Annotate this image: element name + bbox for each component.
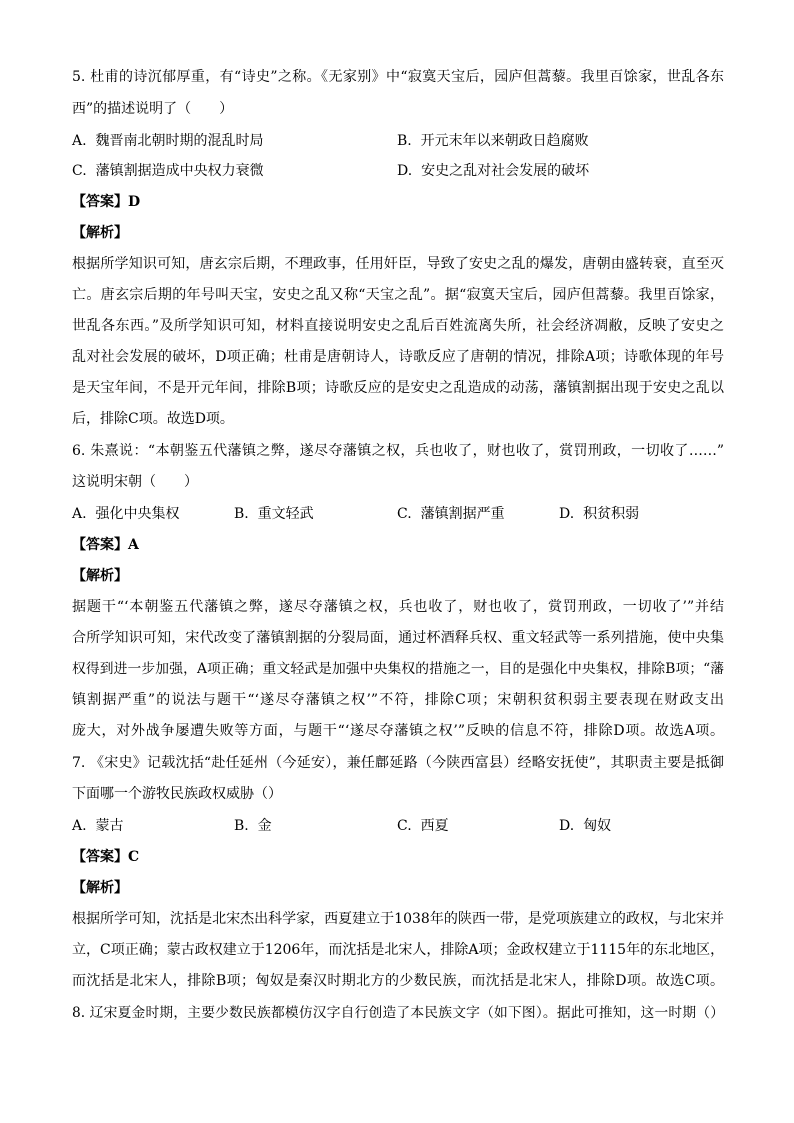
q5-analysis-line-6: 后，排除C项。故选D项。 <box>72 411 234 427</box>
q7-option-a <box>72 816 123 836</box>
q7-answer: 【答案】C <box>72 849 140 865</box>
q7-analysis-line-3: 而沈括是北宋人，排除B项；匈奴是秦汉时期北方的少数民族，而沈括是北宋人，排除D项。故选C项。 <box>72 973 724 989</box>
q6-option-d <box>559 504 639 524</box>
q5-analysis-line-3: 世乱各东西。”及所学知识可知，材料直接说明安史之乱后百姓流离失所，社会经济凋敝，反映了安史之 <box>72 318 724 334</box>
q7-option-c <box>397 816 449 836</box>
q5-stem-line-2: 西”的描述说明了（ ） <box>72 101 234 117</box>
q6-option-a <box>72 504 179 524</box>
option-text: 强化中央集权 <box>95 506 180 522</box>
option-text: 积贫积弱 <box>583 506 640 522</box>
q7-stem-line-2: 下面哪一个游牧民族政权威胁（） <box>72 786 282 802</box>
q5-analysis-line-5: 是天宝年间，不是开元年间，排除B项；诗歌反应的是安史之乱造成的动荡，藩镇割据出现于安史之乱以 <box>72 380 724 396</box>
option-text: 魏晋南北朝时期的混乱时局 <box>95 133 264 149</box>
q6-analysis-line-5: 庞大，对外战争屡遭失败等方面，与题干“‘遂尽夺藩镇之权’”反映的信息不符，排除D项。故选A项。 <box>72 723 724 739</box>
q6-stem-line-2: 这说明宋朝（ ） <box>72 474 198 490</box>
option-label: A. <box>72 133 87 149</box>
q5-analysis-title: 【解析】 <box>72 225 128 241</box>
option-label: B. <box>234 818 249 834</box>
q7-analysis-title: 【解析】 <box>72 880 128 896</box>
q6-option-c <box>397 504 505 524</box>
option-label: C. <box>397 506 412 522</box>
option-label: A. <box>72 506 87 522</box>
option-text: 金 <box>257 818 272 834</box>
option-label: D. <box>559 818 575 834</box>
q6-analysis-line-1: 据题干“‘本朝鉴五代藩镇之弊，遂尽夺藩镇之权，兵也收了，财也收了，赏罚刑政，一切收了’”并结 <box>72 599 724 615</box>
q7-analysis-line-1: 根据所学可知，沈括是北宋杰出科学家，西夏建立于1038年的陕西一带，是党项族建立的政权，与北宋并 <box>72 911 724 927</box>
q7-stem-line-1: 7. 《宋史》记载沈括“赴任延州（今延安），兼任鄜延路（今陕西富县）经略安抚使”，其职责主要是抵御 <box>72 755 724 771</box>
q7-option-d <box>559 816 611 836</box>
q5-analysis-line-1: 根据所学知识可知，唐玄宗后期，不理政事，任用奸臣，导致了安史之乱的爆发，唐朝由盛转衰，直至灭 <box>72 256 724 272</box>
q6-analysis-line-4: 镇割据严重”的说法与题干“‘遂尽夺藩镇之权’”不符，排除C项；宋朝积贫积弱主要表现在财政支出 <box>72 692 724 708</box>
q6-analysis-line-2: 合所学知识可知，宋代改变了藩镇割据的分裂局面，通过杯酒释兵权、重文轻武等一系列措施，使中央集 <box>72 630 724 646</box>
option-text: 西夏 <box>420 818 449 834</box>
q5-analysis-line-4: 乱对社会发展的破坏，D项正确；杜甫是唐朝诗人，诗歌反应了唐朝的情况，排除A项；诗歌体现的年号 <box>72 349 724 365</box>
option-text: 藩镇割据造成中央权力衰微 <box>95 163 264 179</box>
q5-stem-line-1: 5. 杜甫的诗沉郁厚重，有“诗史”之称。《无家别》中“寂寞天宝后，园庐但蒿藜。我里百馀家，世乱各东 <box>72 69 724 85</box>
q6-analysis-line-3: 权得到进一步加强，A项正确；重文轻武是加强中央集权的措施之一，目的是强化中央集权，排除B项；“藩 <box>72 661 724 677</box>
q5-analysis-line-2: 亡。唐玄宗后期的年号叫天宝，安史之乱又称“天宝之乱”。据“寂寞天宝后，园庐但蒿藜。我里百馀家， <box>72 287 724 303</box>
option-text: 蒙古 <box>95 818 124 834</box>
q7-option-b <box>234 816 272 836</box>
q6-stem-line-1: 6. 朱熹说：“本朝鉴五代藩镇之弊，遂尽夺藩镇之权，兵也收了，财也收了，赏罚刑政，一切收了……” <box>72 443 724 459</box>
q5-option-a <box>72 131 263 151</box>
q5-answer: 【答案】D <box>72 194 141 210</box>
option-label: C. <box>72 163 87 179</box>
option-text: 藩镇割据严重 <box>420 506 505 522</box>
option-label: B. <box>234 506 249 522</box>
q5-option-d <box>397 161 589 181</box>
option-text: 开元末年以来朝政日趋腐败 <box>420 133 589 149</box>
q8-stem-line-1: 8. 辽宋夏金时期，主要少数民族都模仿汉字自行创造了本民族文字（如下图）。据此可推知，这一时期（） <box>72 1005 724 1021</box>
q5-option-b <box>397 131 589 151</box>
q7-analysis-line-2: 立，C项正确；蒙古政权建立于1206年，而沈括是北宋人，排除A项；金政权建立于1115年的东北地区， <box>72 942 725 958</box>
q6-option-b <box>234 504 314 524</box>
option-label: C. <box>397 818 412 834</box>
option-label: B. <box>397 133 412 149</box>
q5-option-c <box>72 161 264 181</box>
option-text: 安史之乱对社会发展的破坏 <box>421 163 590 179</box>
option-label: D. <box>397 163 413 179</box>
option-text: 重文轻武 <box>257 506 314 522</box>
q6-answer: 【答案】A <box>72 537 139 553</box>
option-label: D. <box>559 506 575 522</box>
option-text: 匈奴 <box>583 818 612 834</box>
option-label: A. <box>72 818 87 834</box>
q6-analysis-title: 【解析】 <box>72 568 128 584</box>
